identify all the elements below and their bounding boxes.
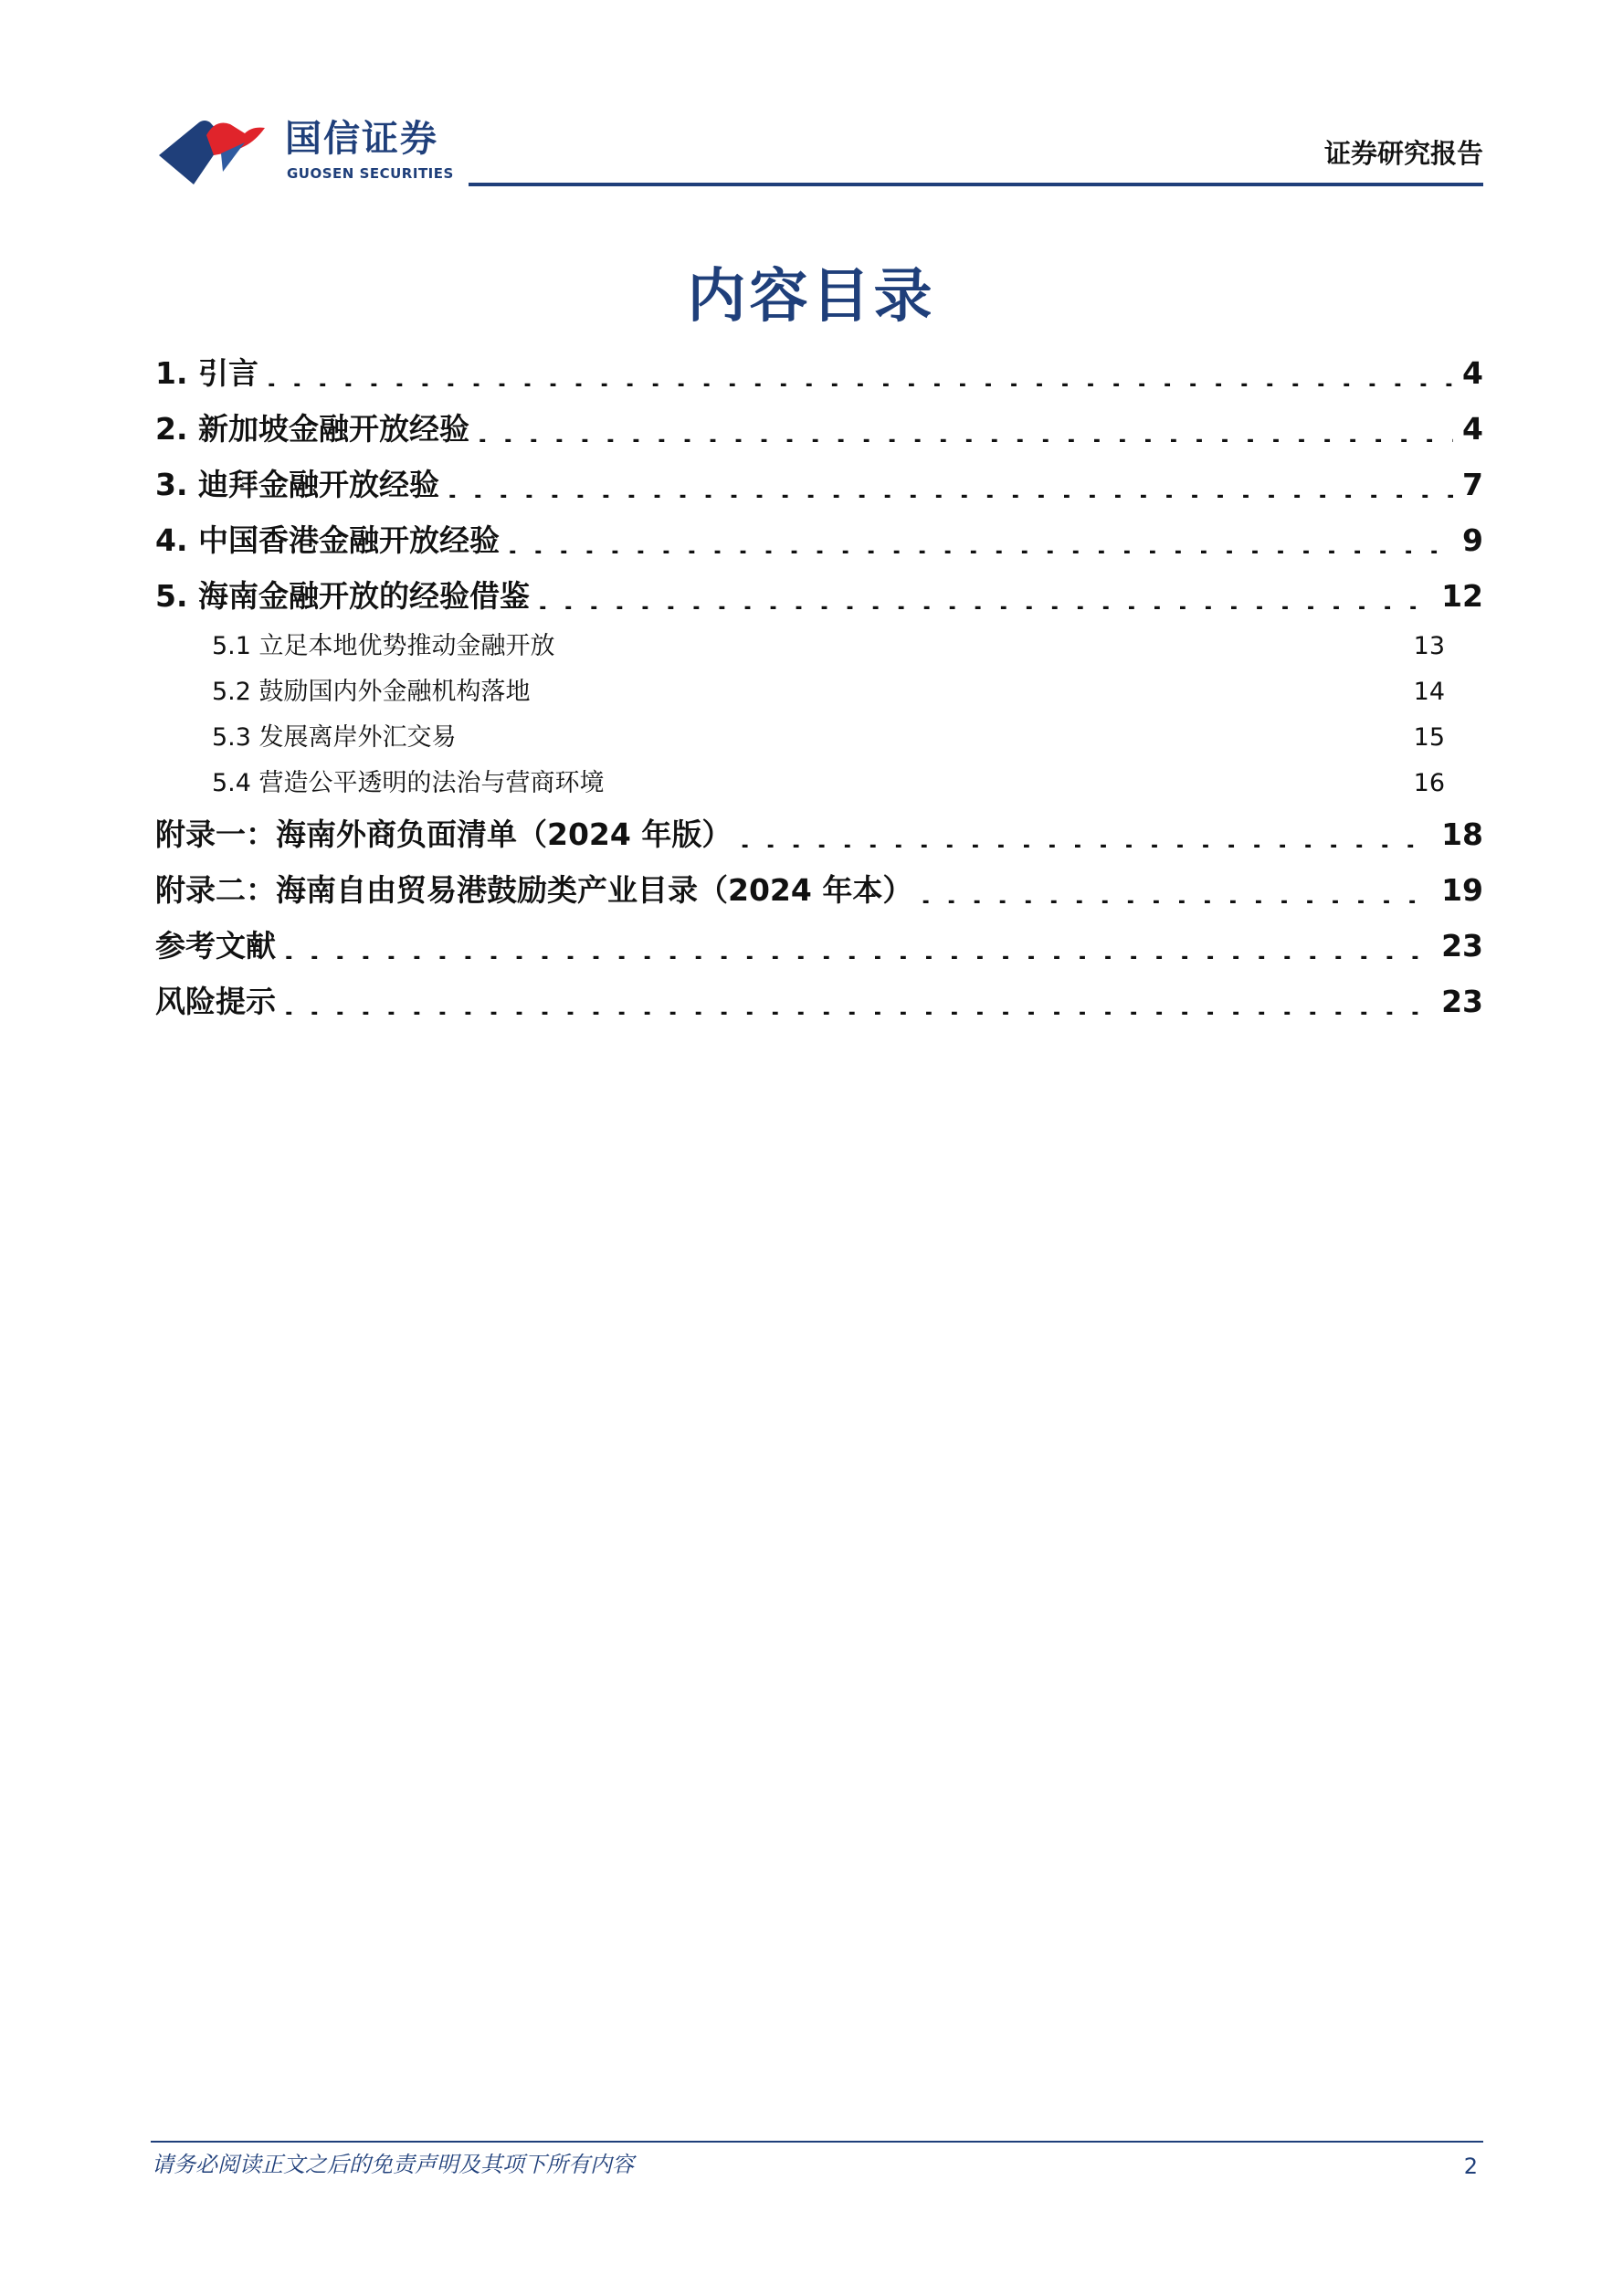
header-divider bbox=[469, 183, 1483, 186]
toc-title: 内容目录 bbox=[687, 263, 936, 331]
toc-leader-dots bbox=[447, 462, 1453, 499]
toc-entry-label: 1. 引言 bbox=[155, 355, 258, 391]
toc-subentry-page: 15 bbox=[1413, 723, 1445, 752]
table-of-contents bbox=[155, 345, 1483, 1029]
toc-entry[interactable] bbox=[155, 457, 1483, 512]
toc-entry-page: 9 bbox=[1462, 522, 1483, 558]
toc-entry-page: 12 bbox=[1441, 578, 1483, 614]
toc-entry-label: 附录一：海南外商负面清单（2024 年版） bbox=[155, 816, 732, 852]
toc-entry-label: 参考文献 bbox=[155, 928, 276, 964]
toc-entry-page: 4 bbox=[1462, 355, 1483, 391]
toc-leader-dots bbox=[538, 678, 1405, 701]
toc-entry-label: 风险提示 bbox=[155, 984, 276, 1019]
toc-entry[interactable] bbox=[155, 974, 1483, 1029]
toc-subentry-page: 16 bbox=[1413, 769, 1445, 797]
toc-subentry-label: 5.3 发展离岸外汇交易 bbox=[212, 723, 457, 752]
toc-subentry[interactable] bbox=[155, 715, 1483, 761]
page-number: 2 bbox=[1463, 2154, 1478, 2179]
toc-subentry-label: 5.1 立足本地优势推动金融开放 bbox=[212, 632, 555, 660]
toc-entry-label: 3. 迪拜金融开放经验 bbox=[155, 467, 439, 502]
toc-subentry[interactable] bbox=[155, 624, 1483, 669]
toc-entry-label: 5. 海南金融开放的经验借鉴 bbox=[155, 578, 530, 614]
toc-leader-dots bbox=[507, 518, 1453, 554]
toc-entry-label: 附录二：海南自由贸易港鼓励类产业目录（2024 年本） bbox=[155, 872, 913, 908]
toc-entry-label: 4. 中国香港金融开放经验 bbox=[155, 522, 500, 558]
guosen-logo-icon bbox=[157, 115, 276, 188]
footer-divider bbox=[151, 2141, 1483, 2143]
report-type-label: 证券研究报告 bbox=[1323, 138, 1483, 169]
toc-entry[interactable] bbox=[155, 862, 1483, 918]
toc-leader-dots bbox=[283, 923, 1432, 960]
page-header bbox=[0, 0, 1623, 192]
toc-entry-page: 7 bbox=[1462, 467, 1483, 502]
toc-entry[interactable] bbox=[155, 401, 1483, 457]
toc-leader-dots bbox=[464, 723, 1405, 747]
toc-entry-page: 18 bbox=[1441, 816, 1483, 852]
toc-leader-dots bbox=[563, 632, 1405, 656]
toc-entry-label: 2. 新加坡金融开放经验 bbox=[155, 411, 469, 447]
footer-disclaimer: 请务必阅读正文之后的免责声明及其项下所有内容 bbox=[152, 2152, 634, 2177]
toc-leader-dots bbox=[739, 812, 1432, 848]
toc-subentry-page: 14 bbox=[1413, 678, 1445, 706]
toc-subentry-label: 5.4 营造公平透明的法治与营商环境 bbox=[212, 769, 605, 797]
toc-leader-dots bbox=[612, 769, 1405, 793]
logo-wordmark-en: GUOSEN SECURITIES bbox=[287, 165, 454, 182]
toc-subentry[interactable] bbox=[155, 761, 1483, 806]
toc-subentry-label: 5.2 鼓励国内外金融机构落地 bbox=[212, 678, 531, 706]
toc-entry[interactable] bbox=[155, 568, 1483, 624]
toc-entry[interactable] bbox=[155, 345, 1483, 401]
toc-subentry-page: 13 bbox=[1413, 632, 1445, 660]
toc-entry[interactable] bbox=[155, 806, 1483, 862]
toc-leader-dots bbox=[920, 868, 1432, 904]
toc-leader-dots bbox=[537, 574, 1432, 610]
toc-leader-dots bbox=[283, 979, 1432, 1016]
logo-wordmark-cn: 国信证券 bbox=[285, 118, 438, 160]
toc-leader-dots bbox=[266, 351, 1453, 387]
toc-entry[interactable] bbox=[155, 918, 1483, 974]
toc-entry-page: 19 bbox=[1441, 872, 1483, 908]
toc-leader-dots bbox=[477, 406, 1453, 443]
toc-entry-page: 4 bbox=[1462, 411, 1483, 447]
toc-entry-page: 23 bbox=[1441, 928, 1483, 964]
toc-entry-page: 23 bbox=[1441, 984, 1483, 1019]
toc-subentry[interactable] bbox=[155, 669, 1483, 715]
toc-entry[interactable] bbox=[155, 512, 1483, 568]
